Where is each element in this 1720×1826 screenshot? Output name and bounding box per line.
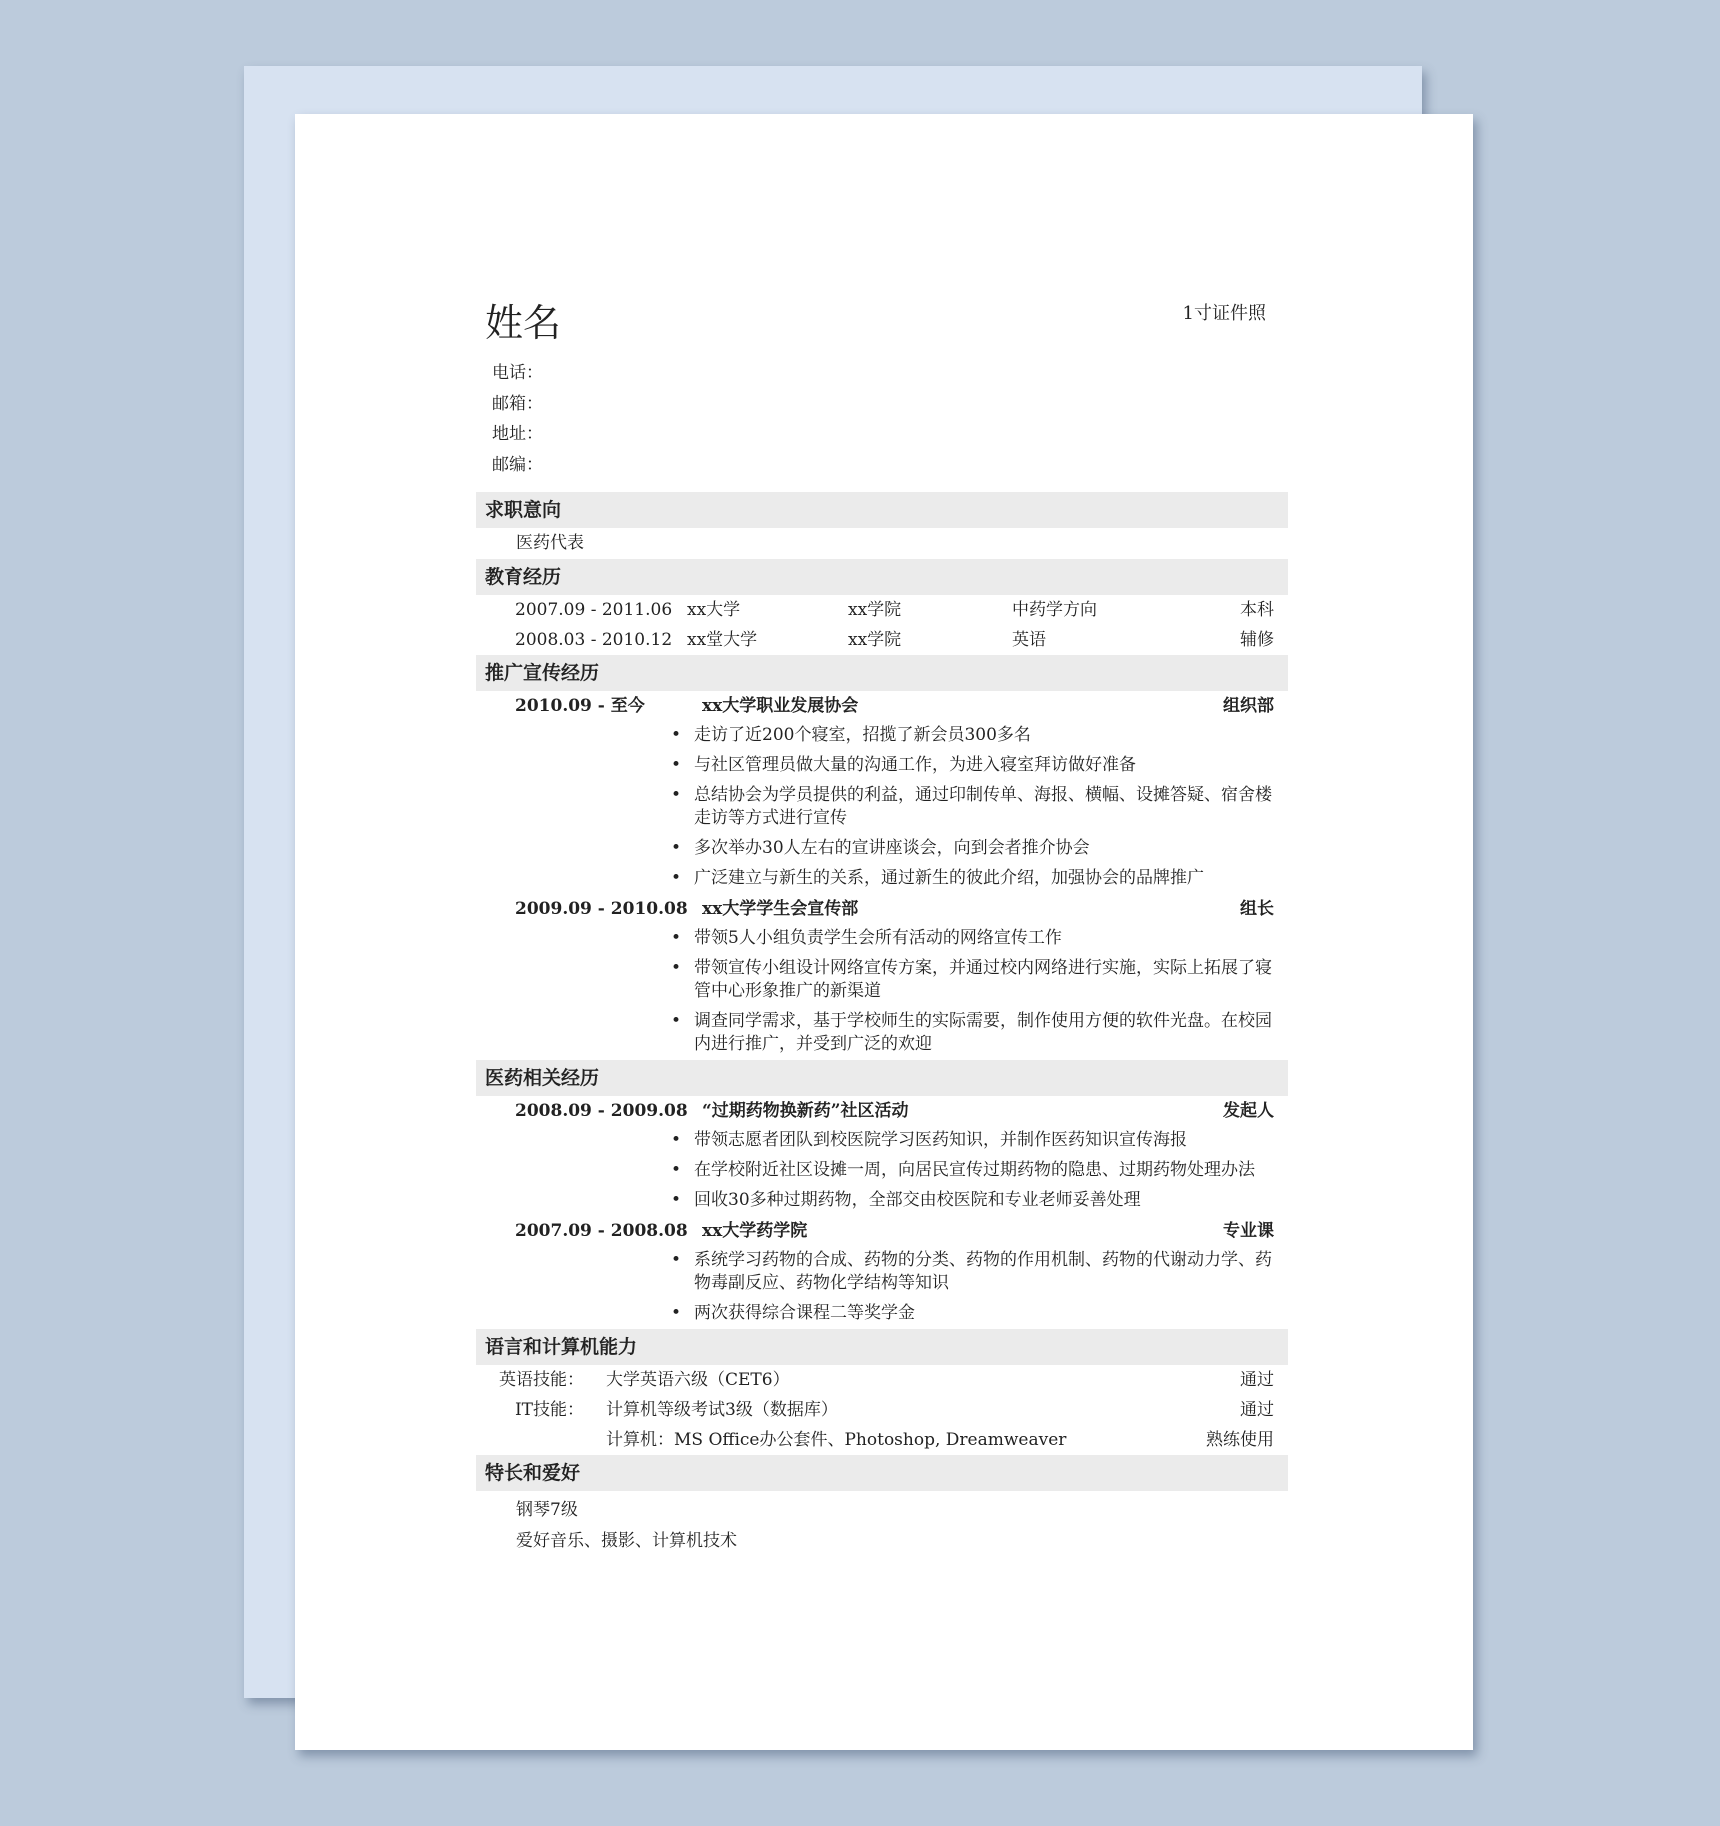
bullet-item: • 带领宣传小组设计网络宣传方案，并通过校内网络进行实施，实际上拓展了寝管中心形象推广的新渠道 bbox=[671, 954, 1288, 1007]
skill-item: 计算机：MS Office办公套件、Photoshop, Dreamweaver bbox=[606, 1430, 1067, 1450]
bullet-item: • 与社区管理员做大量的沟通工作，为进入寝室拜访做好准备 bbox=[671, 751, 1288, 781]
bullet-item: • 广泛建立与新生的关系，通过新生的彼此介绍，加强协会的品牌推广 bbox=[671, 864, 1288, 894]
experience-org: xx大学药学院 bbox=[702, 1221, 808, 1241]
bullet-item: • 总结协会为学员提供的利益，通过印制传单、海报、横幅、设摊答疑、宿舍楼走访等方式进行宣传 bbox=[671, 781, 1288, 834]
experience-org: xx大学职业发展协会 bbox=[702, 696, 859, 716]
section-title-medical: 医药相关经历 bbox=[476, 1060, 1288, 1096]
bullet-item: • 在学校附近社区设摊一周，向居民宣传过期药物的隐患、过期药物处理办法 bbox=[671, 1156, 1288, 1186]
education-degree: 本科 bbox=[1240, 600, 1274, 620]
experience-bullets bbox=[476, 1246, 1288, 1329]
section-title-objective: 求职意向 bbox=[476, 492, 1288, 528]
skill-label: IT技能： bbox=[514, 1400, 584, 1420]
section-title-education: 教育经历 bbox=[476, 559, 1288, 595]
experience-bullets bbox=[476, 1126, 1288, 1216]
bullet-item: • 带领5人小组负责学生会所有活动的网络宣传工作 bbox=[671, 924, 1288, 954]
experience-header bbox=[476, 1096, 1288, 1126]
contact-address: 地址： bbox=[492, 424, 543, 444]
resume-content bbox=[476, 290, 1288, 1557]
bullet-item: • 多次举办30人左右的宣讲座谈会，向到会者推介协会 bbox=[671, 834, 1288, 864]
bullet-item: • 回收30多种过期药物，全部交由校医院和专业老师妥善处理 bbox=[671, 1186, 1288, 1216]
education-date: 2007.09 - 2011.06 bbox=[515, 600, 673, 620]
experience-header bbox=[476, 691, 1288, 721]
education-major: 英语 bbox=[1012, 630, 1046, 650]
experience-role: 发起人 bbox=[1223, 1101, 1274, 1121]
bullet-item: • 带领志愿者团队到校医院学习医药知识，并制作医药知识宣传海报 bbox=[671, 1126, 1288, 1156]
contact-email: 邮箱： bbox=[492, 393, 543, 414]
skill-row bbox=[476, 1365, 1288, 1395]
resume-name: 姓名 bbox=[485, 301, 562, 345]
experience-date: 2009.09 - 2010.08 bbox=[515, 899, 688, 919]
experience-org: xx大学学生会宣传部 bbox=[702, 899, 859, 919]
hobby-line: 钢琴7级 bbox=[516, 1500, 578, 1520]
education-date: 2008.03 - 2010.12 bbox=[515, 630, 673, 650]
education-school: xx大学 bbox=[687, 600, 741, 620]
education-college: xx学院 bbox=[848, 600, 902, 620]
skill-row bbox=[476, 1395, 1288, 1425]
education-college: xx学院 bbox=[848, 630, 902, 650]
bullet-item: • 系统学习药物的合成、药物的分类、药物的作用机制、药物的代谢动力学、药物毒副反应、药物化学结构等知识 bbox=[671, 1246, 1288, 1299]
skill-label: 英语技能： bbox=[499, 1370, 584, 1390]
skill-item: 大学英语六级（CET6） bbox=[606, 1370, 790, 1390]
education-major: 中药学方向 bbox=[1012, 600, 1097, 620]
bullet-item: • 两次获得综合课程二等奖学金 bbox=[671, 1299, 1288, 1329]
contact-zip: 邮编： bbox=[492, 454, 543, 475]
photo-placeholder: 1寸证件照 bbox=[1182, 303, 1266, 324]
contact-block bbox=[492, 358, 1288, 480]
skill-result: 通过 bbox=[1240, 1400, 1274, 1420]
education-row bbox=[476, 595, 1288, 625]
skill-row bbox=[476, 1425, 1288, 1455]
skill-result: 熟练使用 bbox=[1206, 1430, 1274, 1450]
section-title-hobbies: 特长和爱好 bbox=[476, 1455, 1288, 1491]
experience-org: “过期药物换新药”社区活动 bbox=[702, 1101, 909, 1121]
section-title-skills: 语言和计算机能力 bbox=[476, 1329, 1288, 1365]
experience-bullets bbox=[476, 721, 1288, 894]
experience-role: 组织部 bbox=[1223, 696, 1274, 716]
contact-phone: 电话： bbox=[492, 363, 543, 383]
experience-role: 组长 bbox=[1240, 899, 1274, 919]
skill-item: 计算机等级考试3级（数据库） bbox=[606, 1400, 838, 1420]
skill-result: 通过 bbox=[1240, 1370, 1274, 1390]
experience-header bbox=[476, 894, 1288, 924]
experience-bullets bbox=[476, 924, 1288, 1060]
experience-date: 2008.09 - 2009.08 bbox=[515, 1101, 688, 1121]
hobbies-list bbox=[476, 1495, 1288, 1557]
section-title-promotion: 推广宣传经历 bbox=[476, 655, 1288, 691]
education-school: xx堂大学 bbox=[687, 630, 758, 650]
experience-date: 2007.09 - 2008.08 bbox=[515, 1221, 688, 1241]
objective-value: 医药代表 bbox=[516, 533, 584, 553]
bullet-item: • 调查同学需求，基于学校师生的实际需要，制作使用方便的软件光盘。在校园内进行推广，并受到广泛的欢迎 bbox=[671, 1007, 1288, 1060]
experience-role: 专业课 bbox=[1223, 1221, 1274, 1241]
experience-date: 2010.09 - 至今 bbox=[515, 696, 645, 716]
experience-header bbox=[476, 1216, 1288, 1246]
hobby-line: 爱好音乐、摄影、计算机技术 bbox=[516, 1531, 737, 1551]
bullet-item: • 走访了近200个寝室，招揽了新会员300多名 bbox=[671, 721, 1288, 751]
education-row bbox=[476, 625, 1288, 655]
education-degree: 辅修 bbox=[1240, 630, 1274, 650]
